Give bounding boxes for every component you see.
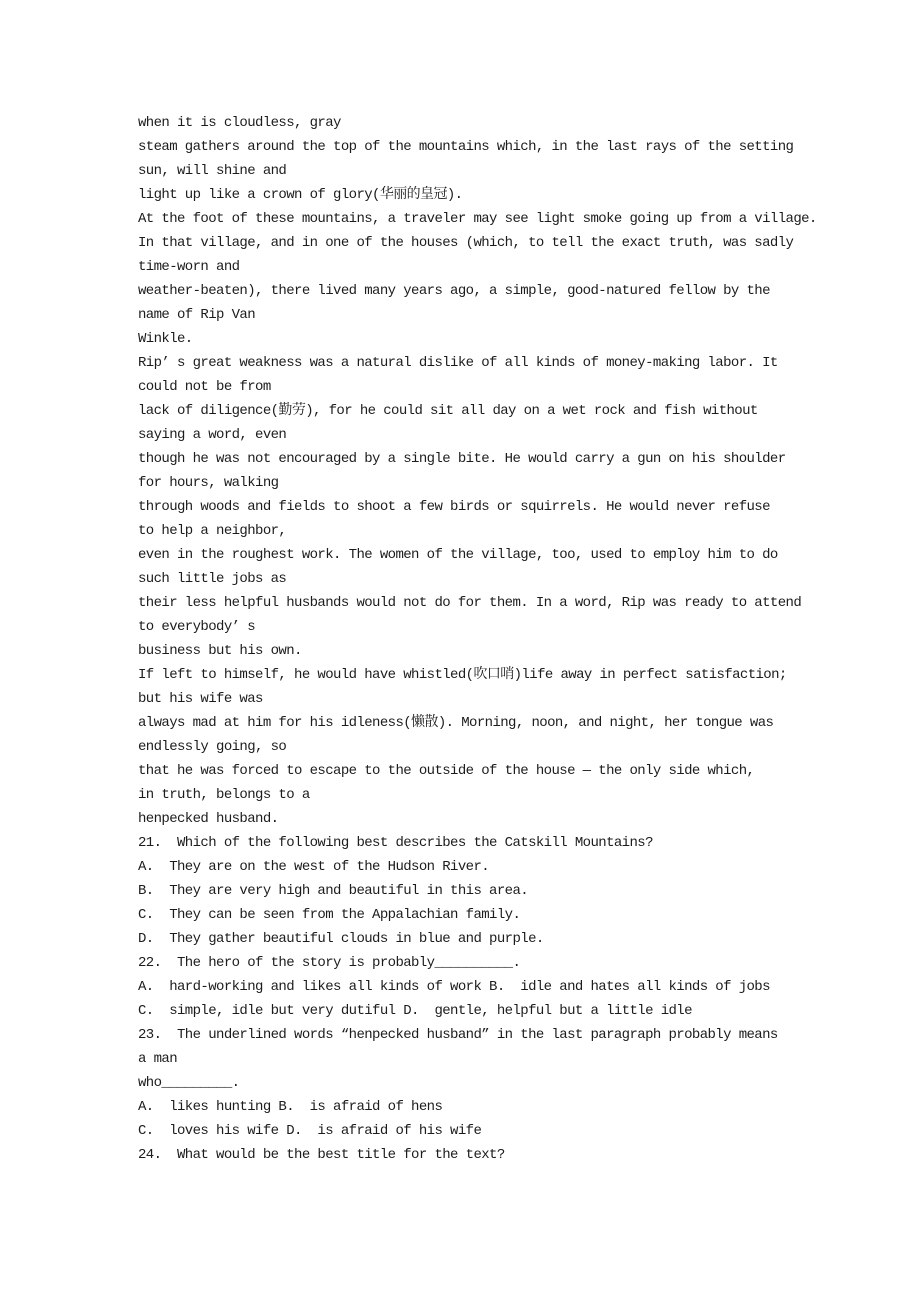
text-line: time-worn and (138, 259, 240, 275)
text-line: Winkle. (138, 331, 193, 347)
text-line: though he was not encouraged by a single bite. He would carry a gun on his shoulder (138, 451, 786, 467)
text-line: business but his own. (138, 643, 302, 659)
text-line: weather-beaten), there lived many years ago, a simple, good-natured fellow by the (138, 283, 770, 299)
text-line: name of Rip Van (138, 307, 256, 323)
text-line: a man (138, 1051, 178, 1067)
text-line: At the foot of these mountains, a traveler may see light smoke going up from a village. (138, 211, 817, 227)
text-line: for hours, walking (138, 475, 279, 491)
text-line: In that village, and in one of the houses (which, to tell the exact truth, was sadly (138, 235, 794, 251)
text-line: their less helpful husbands would not do for them. In a word, Rip was ready to attend (138, 595, 802, 611)
text-line: 21. Which of the following best describes the Catskill Mountains? (138, 835, 653, 851)
text-line: A. likes hunting B. is afraid of hens (138, 1099, 443, 1115)
text-line: could not be from (138, 379, 271, 395)
text-line: when it is cloudless, gray (138, 115, 341, 131)
text-line: B. They are very high and beautiful in this area. (138, 883, 529, 899)
text-line: C. loves his wife D. is afraid of his wife (138, 1123, 482, 1139)
text-line: D. They gather beautiful clouds in blue and purple. (138, 931, 544, 947)
text-line: in truth, belongs to a (138, 787, 310, 803)
text-line: henpecked husband. (138, 811, 279, 827)
text-line: always mad at him for his idleness(懒散). Morning, noon, and night, her tongue was (138, 715, 774, 731)
text-line: lack of diligence(勤劳), for he could sit all day on a wet rock and fish without (138, 403, 758, 419)
text-line: who_________. (138, 1075, 240, 1091)
text-line: even in the roughest work. The women of the village, too, used to employ him to do (138, 547, 778, 563)
text-line: such little jobs as (138, 571, 287, 587)
text-line: but his wife was (138, 691, 263, 707)
text-line: to help a neighbor, (138, 523, 287, 539)
text-line: light up like a crown of glory(华丽的皇冠). (138, 187, 463, 203)
text-line: 22. The hero of the story is probably__________. (138, 955, 521, 971)
text-line: Rip’ s great weakness was a natural dislike of all kinds of money-making labor. It (138, 355, 778, 371)
text-line: that he was forced to escape to the outside of the house — the only side which, (138, 763, 755, 779)
reading-passage-and-questions (138, 111, 817, 1167)
text-line: endlessly going, so (138, 739, 287, 755)
text-line: through woods and fields to shoot a few birds or squirrels. He would never refuse (138, 499, 770, 515)
text-line: C. simple, idle but very dutiful D. gentle, helpful but a little idle (138, 1003, 692, 1019)
text-line: A. hard-working and likes all kinds of work B. idle and hates all kinds of jobs (138, 979, 770, 995)
text-line: A. They are on the west of the Hudson River. (138, 859, 490, 875)
text-line: steam gathers around the top of the mountains which, in the last rays of the setting (138, 139, 794, 155)
text-line: If left to himself, he would have whistled(吹口哨)life away in perfect satisfaction; (138, 667, 787, 683)
text-line: sun, will shine and (138, 163, 287, 179)
text-line: 23. The underlined words “henpecked husband” in the last paragraph probably means (138, 1027, 778, 1043)
text-line: to everybody’ s (138, 619, 256, 635)
text-line: C. They can be seen from the Appalachian family. (138, 907, 521, 923)
text-line: saying a word, even (138, 427, 287, 443)
text-line: 24. What would be the best title for the text? (138, 1147, 505, 1163)
